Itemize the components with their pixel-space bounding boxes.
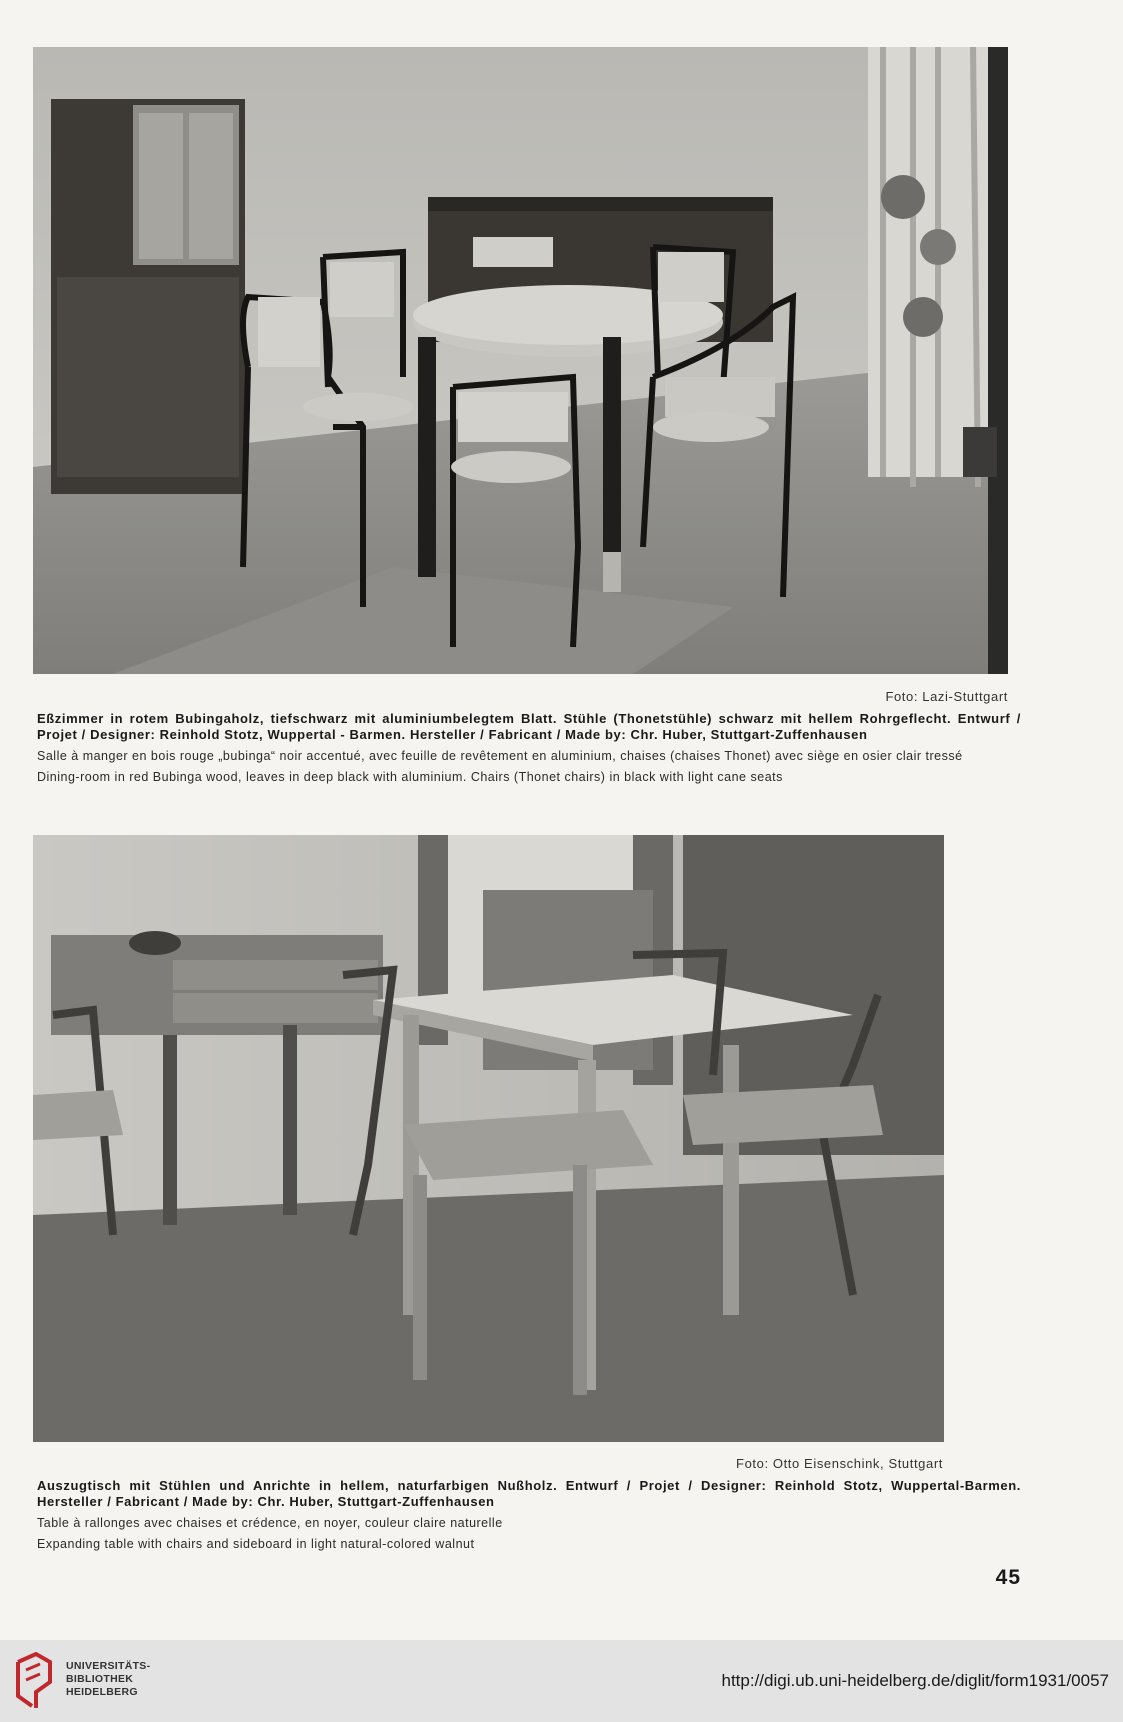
library-logo-icon[interactable] bbox=[14, 1652, 54, 1710]
walnut-table-photo bbox=[33, 835, 944, 1442]
page-number: 45 bbox=[995, 1566, 1021, 1589]
walnut-table-illustration bbox=[33, 835, 944, 1442]
caption-english: Dining-room in red Bubinga wood, leaves in deep black with aluminium. Chairs (Thonet chairs) in black with light cane seats bbox=[37, 770, 783, 784]
source-url-link[interactable]: http://digi.ub.uni-heidelberg.de/diglit/form1931/0057 bbox=[721, 1671, 1109, 1690]
library-logo-text[interactable]: UNIVERSITÄTS- BIBLIOTHEK HEIDELBERG bbox=[66, 1660, 151, 1698]
dining-room-photo bbox=[33, 47, 1008, 674]
caption-english: Expanding table with chairs and sideboard in light natural-colored walnut bbox=[37, 1537, 475, 1551]
photo-credit: Foto: Lazi-Stuttgart bbox=[885, 689, 1008, 704]
caption-german: Auszugtisch mit Stühlen und Anrichte in hellem, naturfarbigen Nußholz. Entwurf / Projet / Designer: Reinhold Stotz, Wuppertal-Barmen. Hersteller / Fabricant / Made by: Chr. Huber, Stuttgart-Zuffenhausen bbox=[37, 1478, 1021, 1509]
photo2-caption bbox=[37, 1478, 1021, 1552]
photo-credit: Foto: Otto Eisenschink, Stuttgart bbox=[736, 1456, 943, 1471]
photo1-caption bbox=[37, 711, 1021, 785]
caption-german: Eßzimmer in rotem Bubingaholz, tiefschwarz mit aluminiumbelegtem Blatt. Stühle (Thonetstühle) schwarz mit hellem Rohrgeflecht. Entwurf / Projet / Designer: Reinhold Stotz, Wuppertal - Barmen. Hersteller / Fabricant / Made by: Chr. Huber, Stuttgart-Zuffenhausen bbox=[37, 711, 1021, 742]
library-footer bbox=[0, 1640, 1123, 1722]
caption-french: Salle à manger en bois rouge „bubinga“ noir accentué, avec feuille de revêtement en aluminium, chaises (chaises Thonet) avec siège en osier clair tressé bbox=[37, 749, 963, 763]
caption-french: Table à rallonges avec chaises et crédence, en noyer, couleur claire naturelle bbox=[37, 1516, 503, 1530]
dining-room-illustration bbox=[33, 47, 1008, 674]
